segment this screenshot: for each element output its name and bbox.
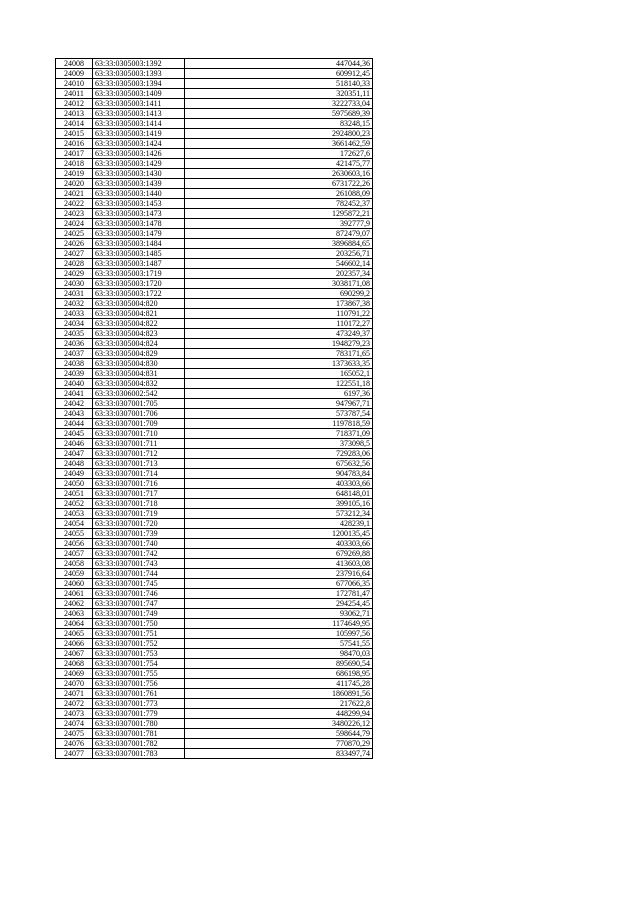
cadastral-number-cell: 63:33:0305003:1393 <box>93 69 185 79</box>
cadastral-number-cell: 63:33:0305003:1430 <box>93 169 185 179</box>
cadastral-number-cell: 63:33:0305003:1419 <box>93 129 185 139</box>
cadastral-value-cell: 573787,54 <box>185 409 373 419</box>
row-number-cell: 24019 <box>56 169 93 179</box>
row-number-cell: 24055 <box>56 529 93 539</box>
cadastral-number-cell: 63:33:0305004:821 <box>93 309 185 319</box>
table-row <box>56 219 373 229</box>
cadastral-value-cell: 172781,47 <box>185 589 373 599</box>
cadastral-number-cell: 63:33:0305004:831 <box>93 369 185 379</box>
table-row <box>56 159 373 169</box>
table-row <box>56 289 373 299</box>
table-row <box>56 409 373 419</box>
cadastral-number-cell: 63:33:0307001:712 <box>93 449 185 459</box>
cadastral-number-cell: 63:33:0307001:773 <box>93 699 185 709</box>
table-row <box>56 259 373 269</box>
cadastral-value-cell: 403303,66 <box>185 539 373 549</box>
row-number-cell: 24027 <box>56 249 93 259</box>
cadastral-number-cell: 63:33:0307001:709 <box>93 419 185 429</box>
row-number-cell: 24039 <box>56 369 93 379</box>
row-number-cell: 24062 <box>56 599 93 609</box>
cadastral-value-cell: 677066,35 <box>185 579 373 589</box>
cadastral-number-cell: 63:33:0307001:756 <box>93 679 185 689</box>
table-row <box>56 89 373 99</box>
table-row <box>56 639 373 649</box>
row-number-cell: 24020 <box>56 179 93 189</box>
cadastral-value-cell: 782452,37 <box>185 199 373 209</box>
table-row <box>56 229 373 239</box>
table-row <box>56 419 373 429</box>
cadastral-value-cell: 3896884,65 <box>185 239 373 249</box>
table-row <box>56 679 373 689</box>
table-row <box>56 599 373 609</box>
table-row <box>56 249 373 259</box>
row-number-cell: 24011 <box>56 89 93 99</box>
table-row <box>56 109 373 119</box>
row-number-cell: 24057 <box>56 549 93 559</box>
cadastral-value-cell: 770870,29 <box>185 739 373 749</box>
row-number-cell: 24052 <box>56 499 93 509</box>
row-number-cell: 24056 <box>56 539 93 549</box>
cadastral-value-cell: 518140,33 <box>185 79 373 89</box>
cadastral-number-cell: 63:33:0307001:747 <box>93 599 185 609</box>
cadastral-value-cell: 895690,54 <box>185 659 373 669</box>
row-number-cell: 24018 <box>56 159 93 169</box>
cadastral-value-cell: 718371,09 <box>185 429 373 439</box>
cadastral-value-cell: 447044,36 <box>185 59 373 69</box>
cadastral-value-cell: 679269,88 <box>185 549 373 559</box>
table-row <box>56 129 373 139</box>
cadastral-number-cell: 63:33:0307001:719 <box>93 509 185 519</box>
cadastral-number-cell: 63:33:0305003:1722 <box>93 289 185 299</box>
table-row <box>56 239 373 249</box>
table-row <box>56 269 373 279</box>
table-row <box>56 299 373 309</box>
cadastral-number-cell: 63:33:0306002:542 <box>93 389 185 399</box>
row-number-cell: 24077 <box>56 749 93 759</box>
row-number-cell: 24060 <box>56 579 93 589</box>
cadastral-value-cell: 392777,9 <box>185 219 373 229</box>
cadastral-number-cell: 63:33:0305003:1414 <box>93 119 185 129</box>
cadastral-number-cell: 63:33:0307001:711 <box>93 439 185 449</box>
cadastral-value-cell: 6731722,26 <box>185 179 373 189</box>
cadastral-number-cell: 63:33:0305003:1411 <box>93 99 185 109</box>
cadastral-value-cell: 411745,28 <box>185 679 373 689</box>
cadastral-value-cell: 98470,03 <box>185 649 373 659</box>
table-row <box>56 729 373 739</box>
table-row <box>56 519 373 529</box>
table-row <box>56 629 373 639</box>
table-row <box>56 749 373 759</box>
row-number-cell: 24063 <box>56 609 93 619</box>
row-number-cell: 24013 <box>56 109 93 119</box>
cadastral-number-cell: 63:33:0305003:1453 <box>93 199 185 209</box>
cadastral-number-cell: 63:33:0307001:753 <box>93 649 185 659</box>
row-number-cell: 24058 <box>56 559 93 569</box>
cadastral-value-cell: 675632,56 <box>185 459 373 469</box>
table-row <box>56 399 373 409</box>
cadastral-number-cell: 63:33:0307001:720 <box>93 519 185 529</box>
table-row <box>56 119 373 129</box>
cadastral-value-cell: 93062,71 <box>185 609 373 619</box>
table-row <box>56 359 373 369</box>
row-number-cell: 24044 <box>56 419 93 429</box>
row-number-cell: 24022 <box>56 199 93 209</box>
row-number-cell: 24034 <box>56 319 93 329</box>
row-number-cell: 24075 <box>56 729 93 739</box>
cadastral-value-cell: 165052,1 <box>185 369 373 379</box>
cadastral-value-cell: 833497,74 <box>185 749 373 759</box>
row-number-cell: 24050 <box>56 479 93 489</box>
table-row <box>56 529 373 539</box>
cadastral-number-cell: 63:33:0307001:718 <box>93 499 185 509</box>
cadastral-value-cell: 173867,38 <box>185 299 373 309</box>
table-row <box>56 79 373 89</box>
cadastral-number-cell: 63:33:0305003:1426 <box>93 149 185 159</box>
cadastral-number-cell: 63:33:0307001:779 <box>93 709 185 719</box>
table-row <box>56 549 373 559</box>
table-row <box>56 99 373 109</box>
row-number-cell: 24033 <box>56 309 93 319</box>
table-row <box>56 669 373 679</box>
cadastral-value-cell: 83248,15 <box>185 119 373 129</box>
cadastral-number-cell: 63:33:0305003:1487 <box>93 259 185 269</box>
table-row <box>56 69 373 79</box>
table-row <box>56 659 373 669</box>
cadastral-number-cell: 63:33:0307001:742 <box>93 549 185 559</box>
cadastral-number-cell: 63:33:0305004:830 <box>93 359 185 369</box>
table-row <box>56 739 373 749</box>
table-row <box>56 429 373 439</box>
table-row <box>56 319 373 329</box>
table-row <box>56 589 373 599</box>
row-number-cell: 24042 <box>56 399 93 409</box>
table-row <box>56 579 373 589</box>
cadastral-value-cell: 403303,66 <box>185 479 373 489</box>
cadastral-number-cell: 63:33:0305003:1413 <box>93 109 185 119</box>
row-number-cell: 24024 <box>56 219 93 229</box>
cadastral-number-cell: 63:33:0307001:740 <box>93 539 185 549</box>
table-row <box>56 209 373 219</box>
table-row <box>56 709 373 719</box>
table-row <box>56 689 373 699</box>
row-number-cell: 24026 <box>56 239 93 249</box>
table-row <box>56 509 373 519</box>
cadastral-number-cell: 63:33:0305003:1394 <box>93 79 185 89</box>
table-row <box>56 139 373 149</box>
row-number-cell: 24009 <box>56 69 93 79</box>
cadastral-value-cell: 428239,1 <box>185 519 373 529</box>
cadastral-value-cell: 5975689,39 <box>185 109 373 119</box>
cadastral-number-cell: 63:33:0307001:743 <box>93 559 185 569</box>
cadastral-number-cell: 63:33:0305004:822 <box>93 319 185 329</box>
cadastral-value-cell: 217622,8 <box>185 699 373 709</box>
cadastral-value-cell: 57541,55 <box>185 639 373 649</box>
table-row <box>56 379 373 389</box>
row-number-cell: 24032 <box>56 299 93 309</box>
cadastral-value-cell: 904783,84 <box>185 469 373 479</box>
cadastral-value-cell: 122551,18 <box>185 379 373 389</box>
cadastral-number-cell: 63:33:0307001:717 <box>93 489 185 499</box>
table-row <box>56 309 373 319</box>
row-number-cell: 24053 <box>56 509 93 519</box>
row-number-cell: 24023 <box>56 209 93 219</box>
table-row <box>56 389 373 399</box>
cadastral-number-cell: 63:33:0307001:744 <box>93 569 185 579</box>
table-row <box>56 199 373 209</box>
cadastral-value-cell: 3038171,08 <box>185 279 373 289</box>
cadastral-value-cell: 3661462,59 <box>185 139 373 149</box>
cadastral-number-cell: 63:33:0307001:783 <box>93 749 185 759</box>
row-number-cell: 24073 <box>56 709 93 719</box>
table-row <box>56 169 373 179</box>
row-number-cell: 24067 <box>56 649 93 659</box>
cadastral-number-cell: 63:33:0307001:755 <box>93 669 185 679</box>
cadastral-value-cell: 110172,27 <box>185 319 373 329</box>
table-row <box>56 569 373 579</box>
table-row <box>56 59 373 69</box>
row-number-cell: 24015 <box>56 129 93 139</box>
table-row <box>56 439 373 449</box>
cadastral-value-cell: 1860891,56 <box>185 689 373 699</box>
cadastral-number-cell: 63:33:0307001:780 <box>93 719 185 729</box>
cadastral-value-cell: 686198,95 <box>185 669 373 679</box>
cadastral-value-cell: 729283,06 <box>185 449 373 459</box>
cadastral-value-cell: 294254,45 <box>185 599 373 609</box>
cadastral-number-cell: 63:33:0305003:1424 <box>93 139 185 149</box>
row-number-cell: 24069 <box>56 669 93 679</box>
cadastral-number-cell: 63:33:0307001:751 <box>93 629 185 639</box>
row-number-cell: 24047 <box>56 449 93 459</box>
cadastral-number-cell: 63:33:0305003:1440 <box>93 189 185 199</box>
table-row <box>56 189 373 199</box>
row-number-cell: 24074 <box>56 719 93 729</box>
table-row <box>56 489 373 499</box>
table-row <box>56 559 373 569</box>
row-number-cell: 24008 <box>56 59 93 69</box>
cadastral-value-cell: 413603,08 <box>185 559 373 569</box>
cadastral-number-cell: 63:33:0305004:832 <box>93 379 185 389</box>
row-number-cell: 24061 <box>56 589 93 599</box>
cadastral-value-cell: 947967,71 <box>185 399 373 409</box>
row-number-cell: 24012 <box>56 99 93 109</box>
cadastral-value-cell: 1948279,23 <box>185 339 373 349</box>
cadastral-value-cell: 1200135,45 <box>185 529 373 539</box>
row-number-cell: 24072 <box>56 699 93 709</box>
cadastral-number-cell: 63:33:0305003:1720 <box>93 279 185 289</box>
cadastral-number-cell: 63:33:0305004:820 <box>93 299 185 309</box>
table-row <box>56 279 373 289</box>
cadastral-value-cell: 202357,34 <box>185 269 373 279</box>
cadastral-number-cell: 63:33:0307001:752 <box>93 639 185 649</box>
cadastral-value-cell: 320351,11 <box>185 89 373 99</box>
table-row <box>56 539 373 549</box>
row-number-cell: 24076 <box>56 739 93 749</box>
table-row <box>56 649 373 659</box>
cadastral-number-cell: 63:33:0305004:829 <box>93 349 185 359</box>
cadastral-value-cell: 448299,94 <box>185 709 373 719</box>
row-number-cell: 24054 <box>56 519 93 529</box>
table-row <box>56 609 373 619</box>
cadastral-number-cell: 63:33:0307001:745 <box>93 579 185 589</box>
cadastral-number-cell: 63:33:0307001:713 <box>93 459 185 469</box>
cadastral-number-cell: 63:33:0307001:782 <box>93 739 185 749</box>
table-row <box>56 459 373 469</box>
cadastral-number-cell: 63:33:0307001:706 <box>93 409 185 419</box>
cadastral-number-cell: 63:33:0305003:1439 <box>93 179 185 189</box>
cadastral-number-cell: 63:33:0305003:1479 <box>93 229 185 239</box>
row-number-cell: 24046 <box>56 439 93 449</box>
table-row <box>56 329 373 339</box>
row-number-cell: 24045 <box>56 429 93 439</box>
row-number-cell: 24010 <box>56 79 93 89</box>
row-number-cell: 24016 <box>56 139 93 149</box>
table-row <box>56 619 373 629</box>
table-row <box>56 499 373 509</box>
table-row <box>56 449 373 459</box>
cadastral-value-cell: 1174649,95 <box>185 619 373 629</box>
row-number-cell: 24038 <box>56 359 93 369</box>
row-number-cell: 24014 <box>56 119 93 129</box>
row-number-cell: 24070 <box>56 679 93 689</box>
table-row <box>56 479 373 489</box>
table-row <box>56 149 373 159</box>
cadastral-number-cell: 63:33:0305003:1392 <box>93 59 185 69</box>
cadastral-number-cell: 63:33:0307001:710 <box>93 429 185 439</box>
row-number-cell: 24068 <box>56 659 93 669</box>
cadastral-value-cell: 203256,71 <box>185 249 373 259</box>
cadastral-value-cell: 648148,01 <box>185 489 373 499</box>
table-row <box>56 719 373 729</box>
cadastral-value-cell: 872479,07 <box>185 229 373 239</box>
cadastral-value-cell: 6197,36 <box>185 389 373 399</box>
cadastral-number-cell: 63:33:0305003:1484 <box>93 239 185 249</box>
cadastral-value-cell: 2924800,23 <box>185 129 373 139</box>
cadastral-value-cell: 690299,2 <box>185 289 373 299</box>
cadastral-number-cell: 63:33:0307001:746 <box>93 589 185 599</box>
cadastral-value-cell: 473249,37 <box>185 329 373 339</box>
cadastral-value-cell: 110791,22 <box>185 309 373 319</box>
cadastral-number-cell: 63:33:0307001:705 <box>93 399 185 409</box>
cadastral-number-cell: 63:33:0307001:716 <box>93 479 185 489</box>
cadastral-value-cell: 237916,64 <box>185 569 373 579</box>
cadastral-value-cell: 546602,14 <box>185 259 373 269</box>
table-row <box>56 339 373 349</box>
row-number-cell: 24051 <box>56 489 93 499</box>
row-number-cell: 24030 <box>56 279 93 289</box>
row-number-cell: 24065 <box>56 629 93 639</box>
row-number-cell: 24037 <box>56 349 93 359</box>
cadastral-number-cell: 63:33:0305003:1478 <box>93 219 185 229</box>
cadastral-value-cell: 573212,34 <box>185 509 373 519</box>
row-number-cell: 24021 <box>56 189 93 199</box>
cadastral-value-cell: 261088,09 <box>185 189 373 199</box>
cadastral-number-cell: 63:33:0305003:1719 <box>93 269 185 279</box>
row-number-cell: 24036 <box>56 339 93 349</box>
cadastral-value-cell: 598644,79 <box>185 729 373 739</box>
row-number-cell: 24049 <box>56 469 93 479</box>
cadastral-number-cell: 63:33:0305003:1409 <box>93 89 185 99</box>
cadastral-value-cell: 105997,56 <box>185 629 373 639</box>
row-number-cell: 24071 <box>56 689 93 699</box>
row-number-cell: 24048 <box>56 459 93 469</box>
table-row <box>56 369 373 379</box>
cadastral-number-cell: 63:33:0307001:749 <box>93 609 185 619</box>
cadastral-value-cell: 3480226,12 <box>185 719 373 729</box>
cadastral-number-cell: 63:33:0305003:1485 <box>93 249 185 259</box>
cadastral-number-cell: 63:33:0307001:714 <box>93 469 185 479</box>
cadastral-number-cell: 63:33:0305003:1473 <box>93 209 185 219</box>
cadastral-number-cell: 63:33:0307001:754 <box>93 659 185 669</box>
cadastral-number-cell: 63:33:0307001:781 <box>93 729 185 739</box>
row-number-cell: 24031 <box>56 289 93 299</box>
row-number-cell: 24017 <box>56 149 93 159</box>
cadastral-value-cell: 399105,16 <box>185 499 373 509</box>
cadastral-value-cell: 1373633,35 <box>185 359 373 369</box>
table-row <box>56 469 373 479</box>
cadastral-value-cell: 373098,5 <box>185 439 373 449</box>
cadastral-value-cell: 1295872,21 <box>185 209 373 219</box>
cadastral-value-cell: 1197818,59 <box>185 419 373 429</box>
cadastral-number-cell: 63:33:0305004:824 <box>93 339 185 349</box>
row-number-cell: 24035 <box>56 329 93 339</box>
cadastral-number-cell: 63:33:0305003:1429 <box>93 159 185 169</box>
cadastral-value-cell: 783171,65 <box>185 349 373 359</box>
row-number-cell: 24025 <box>56 229 93 239</box>
table-row <box>56 179 373 189</box>
table-row <box>56 349 373 359</box>
table-body <box>56 59 373 759</box>
cadastral-number-cell: 63:33:0307001:761 <box>93 689 185 699</box>
cadastral-number-cell: 63:33:0305004:823 <box>93 329 185 339</box>
row-number-cell: 24029 <box>56 269 93 279</box>
table-row <box>56 699 373 709</box>
row-number-cell: 24040 <box>56 379 93 389</box>
cadastral-value-cell: 421475,77 <box>185 159 373 169</box>
cadastral-value-cell: 172627,6 <box>185 149 373 159</box>
cadastral-number-cell: 63:33:0307001:739 <box>93 529 185 539</box>
cadastral-value-cell: 3222733,04 <box>185 99 373 109</box>
row-number-cell: 24041 <box>56 389 93 399</box>
row-number-cell: 24059 <box>56 569 93 579</box>
row-number-cell: 24064 <box>56 619 93 629</box>
row-number-cell: 24028 <box>56 259 93 269</box>
cadastral-value-cell: 609912,45 <box>185 69 373 79</box>
row-number-cell: 24066 <box>56 639 93 649</box>
cadastral-number-cell: 63:33:0307001:750 <box>93 619 185 629</box>
cadastral-value-table <box>55 58 373 759</box>
cadastral-value-cell: 2630603,16 <box>185 169 373 179</box>
row-number-cell: 24043 <box>56 409 93 419</box>
